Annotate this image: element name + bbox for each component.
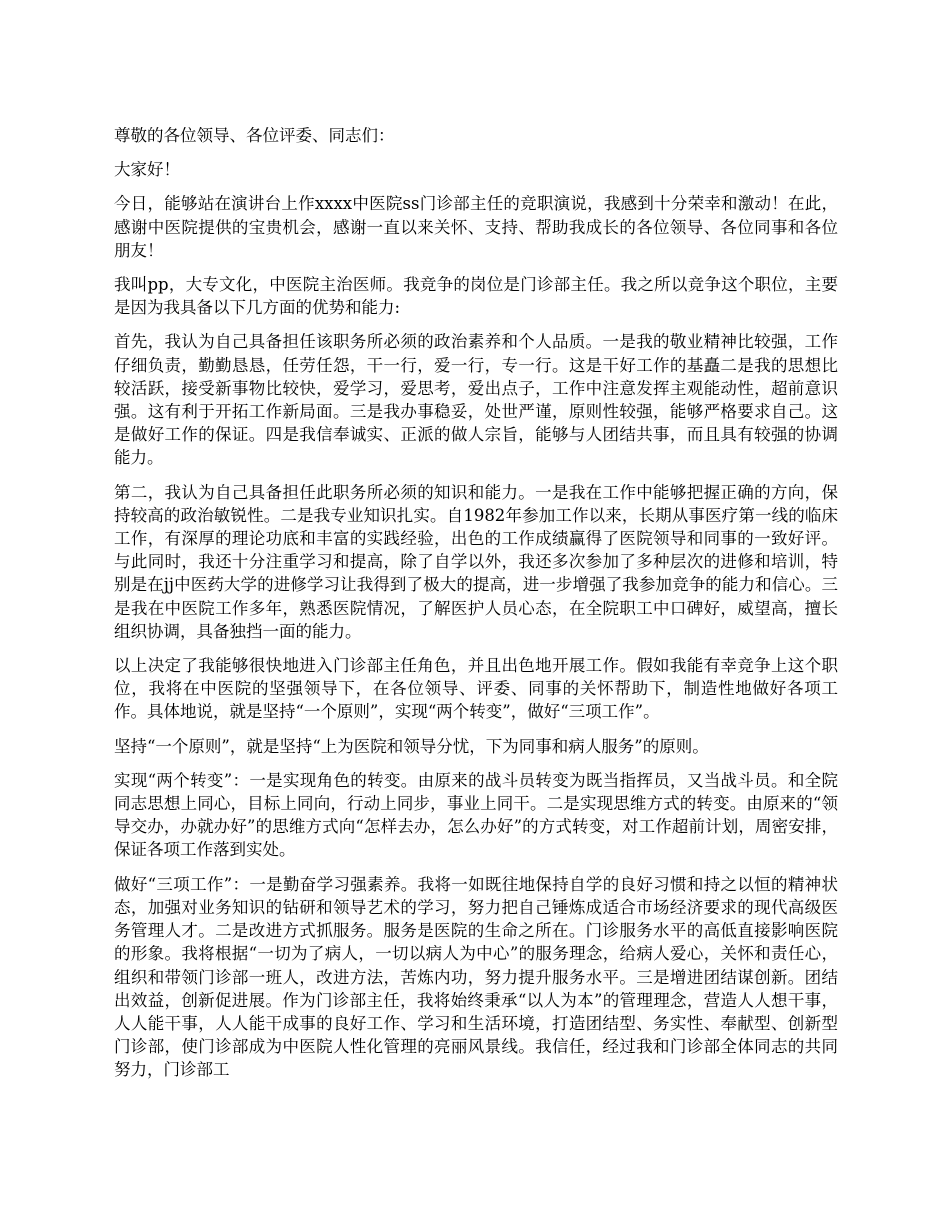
opening-paragraph: 今日，能够站在演讲台上作xxxx中医院ss门诊部主任的竞职演说，我感到十分荣幸和激动！在此，感谢中医院提供的宝贵机会，感谢一直以来关怀、支持、帮助我成长的各位领导、各位同事和各位朋友！	[114, 194, 838, 260]
document-page	[114, 124, 838, 1093]
three-tasks-paragraph: 做好“三项工作”：一是勤奋学习强素养。我将一如既往地保持自学的良好习惯和持之以恒的精神状态，加强对业务知识的钻研和领导艺术的学习，努力把自己锤炼成适合市场经济要求的现代高级医务管理人才。二是改进方式抓服务。服务是医院的生命之所在。门诊服务水平的高低直接影响医院的形象。我将根据“一切为了病人，一切以病人为中心”的服务理念，给病人爱心，关怀和责任心，组织和带领门诊部一班人，改进方法，苦炼内功，努力提升服务水平。三是增进团结谋创新。团结出效益，创新促进展。作为门诊部主任，我将始终秉承“以人为本”的管理理念，营造人人想干事，人人能干事，人人能干成事的良好工作、学习和生活环境，打造团结型、务实性、奉献型、创新型门诊部，使门诊部成为中医院人性化管理的亮丽风景线。我信任，经过我和门诊部全体同志的共同努力，门诊部工	[114, 874, 838, 1080]
knowledge-paragraph: 第二，我认为自己具备担任此职务所必须的知识和能力。一是我在工作中能够把握正确的方向，保持较高的政治敏锐性。二是我专业知识扎实。自1982年参加工作以来，长期从事医疗第一线的临床工作，有深厚的理论功底和丰富的实践经验，出色的工作成绩赢得了医院领导和同事的一致好评。与此同时，我还十分注重学习和提高，除了自学以外，我还多次参加了多种层次的进修和培训，特别是在jj中医药大学的进修学习让我得到了极大的提高，进一步增强了我参加竞争的能力和信心。三是我在中医院工作多年，熟悉医院情况，了解医护人员心态，在全院职工中口碑好，威望高，擅长组织协调，具备独挡一面的能力。	[114, 482, 838, 641]
greeting: 大家好！	[114, 160, 180, 180]
self-introduction-paragraph: 我叫pp，大专文化，中医院主治医师。我竞争的岗位是门诊部主任。我之所以竞争这个职位，主要是因为我具备以下几方面的优势和能力:	[114, 275, 838, 318]
two-transformations-paragraph: 实现“两个转变”：一是实现角色的转变。由原来的战斗员转变为既当指挥员，又当战斗员。和全院同志思想上同心，目标上同向，行动上同步，事业上同干。二是实现思维方式的转变。由原来的“领导交办，办就办好”的思维方式向“怎样去办，怎么办好”的方式转变，对工作超前计划，周密安排，保证各项工作落到实处。	[114, 770, 838, 860]
qualities-paragraph: 首先，我认为自己具备担任该职务所必须的政治素养和个人品质。一是我的敬业精神比较强，工作仔细负责，勤勤恳恳，任劳任怨，干一行，爱一行，专一行。这是干好工作的基矗二是我的思想比较活跃，接受新事物比较快，爱学习，爱思考，爱出点子，工作中注意发挥主观能动性，超前意识强。这有利于开拓工作新局面。三是我办事稳妥，处世严谨，原则性较强，能够严格要求自己。这是做好工作的保证。四是我信奉诚实、正派的做人宗旨，能够与人团结共事，而且具有较强的协调能力。	[114, 332, 838, 468]
plan-overview-paragraph: 以上决定了我能够很快地进入门诊部主任角色，并且出色地开展工作。假如我能有幸竞争上这个职位，我将在中医院的坚强领导下，在各位领导、评委、同事的关怀帮助下，制造性地做好各项工作。具体地说，就是坚持“一个原则”，实现“两个转变”，做好“三项工作”。	[114, 656, 838, 722]
salutation: 尊敬的各位领导、各位评委、同志们：	[114, 126, 395, 145]
one-principle-paragraph: 坚持“一个原则”，就是坚持“上为医院和领导分忧，下为同事和病人服务”的原则。	[114, 736, 709, 756]
